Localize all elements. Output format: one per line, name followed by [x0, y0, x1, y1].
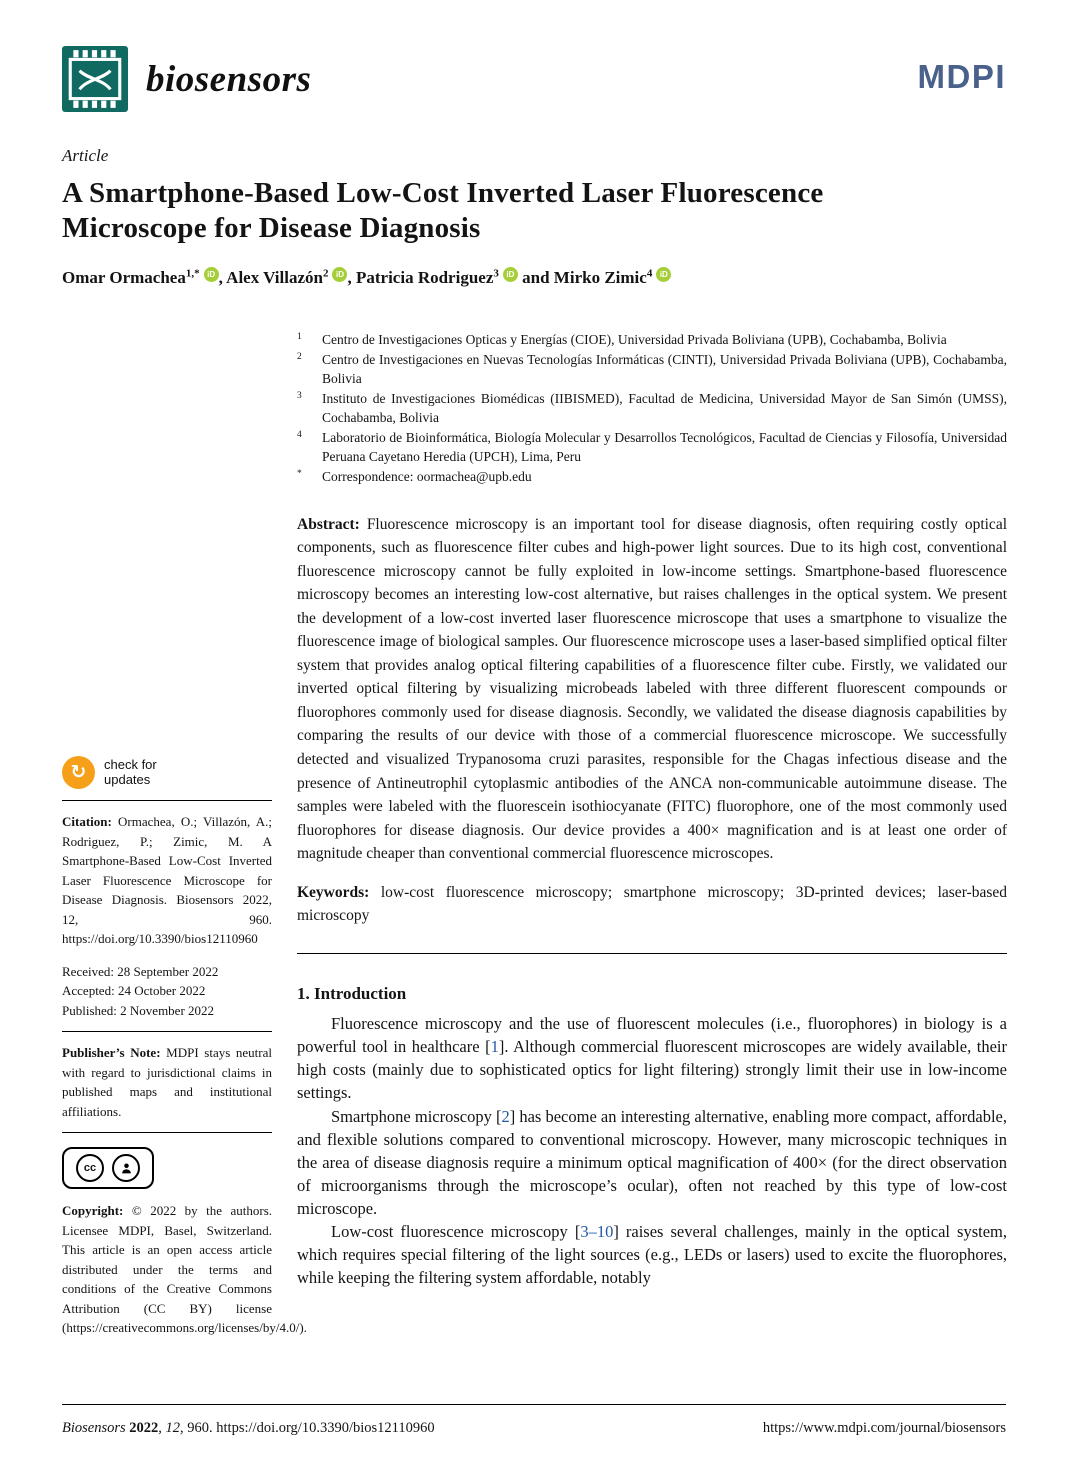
author-separator: ,: [347, 268, 356, 288]
affiliation-text: Centro de Investigaciones en Nuevas Tecnologías Informáticas (CINTI), Universidad Privada Boliviana (UPB), Cochabamba, Bolivia: [322, 351, 1007, 387]
affiliation-item: [297, 330, 1007, 350]
author-separator: and: [517, 268, 554, 288]
date-row: [62, 981, 272, 1001]
headline-block: [62, 146, 1006, 288]
main-column: [297, 330, 1007, 1289]
abstract-label: Abstract:: [297, 515, 360, 533]
sidebar-divider: [62, 1132, 272, 1133]
journal-name: biosensors: [146, 58, 312, 100]
date-label: Received:: [62, 963, 114, 979]
intro-paragraph: [297, 1220, 1007, 1289]
author-affiliation-sup: 4: [646, 267, 653, 280]
affiliation-marker: 2: [297, 351, 302, 362]
article-type-label: Article: [62, 146, 109, 165]
keywords: [297, 881, 1007, 928]
author-affiliation-sup: 1,*: [185, 267, 200, 280]
keywords-label: Keywords:: [297, 883, 370, 901]
sidebar: [62, 756, 307, 1338]
date-value: 2 November 2022: [120, 1002, 215, 1018]
sidebar-divider: [62, 1031, 272, 1032]
check-updates-line1: check for: [104, 756, 157, 772]
check-updates-text: [104, 758, 157, 788]
citation-block: [62, 812, 272, 949]
orcid-icon[interactable]: iD: [332, 267, 347, 282]
cc-letters: cc: [83, 1161, 97, 1174]
dates-block: [62, 962, 272, 1021]
affiliation-item: [297, 389, 1007, 428]
cc-by-license-badge[interactable]: [62, 1147, 154, 1189]
section-divider: [297, 953, 1007, 954]
footer-year: 2022: [125, 1420, 159, 1436]
correspondence-item: [297, 467, 1007, 487]
affiliation-marker: 4: [297, 429, 302, 440]
author-name: Mirko Zimic: [553, 268, 647, 288]
person-icon: [112, 1154, 140, 1182]
citation-link[interactable]: 2: [501, 1106, 510, 1126]
footer-pages: , 960.: [180, 1420, 217, 1436]
page-header: [62, 46, 1006, 112]
paragraph-text: ] has become an interesting alternative, enabling more compact, affordable, and flexible solutions compared to conventional microscopy. However, many microscopic techniques in the area of disease diagnosis require a minimum optical magnification of 400× (for the direct observation of microorganisms through the microscope’s ocular), often not reached by this type of low-cost microscope.: [297, 1106, 1007, 1218]
footer-doi-link[interactable]: https://doi.org/10.3390/bios12110960: [216, 1420, 435, 1436]
paragraph-text: ] raises several challenges, mainly in the optical system, which requires special filtering of the light sources (e.g., LEDs or lasers) used to excite the fluorophores, while keeping the filtering system affordable, notably: [297, 1222, 1008, 1288]
intro-paragraph: [297, 1105, 1007, 1220]
publisher-note-block: [62, 1043, 272, 1121]
authors-line: [62, 267, 1006, 289]
copyright-text: © 2022 by the authors. Licensee MDPI, Basel, Switzerland. This article is an open access article distributed under the terms and conditions of the Creative Commons Attribution (CC BY) license (https://creativecommons.org/licenses/by/4.0/).: [62, 1203, 307, 1335]
check-for-updates-badge[interactable]: [62, 756, 157, 789]
date-row: [62, 1001, 272, 1021]
author: [62, 268, 226, 287]
author-affiliation-sup: 2: [322, 267, 329, 280]
author-name: Alex Villazón: [226, 268, 323, 288]
keywords-text: low-cost fluorescence microscopy; smartphone microscopy; 3D-printed devices; laser-based microscopy: [297, 883, 1007, 924]
affiliation-text: Laboratorio de Bioinformática, Biología Molecular y Desarrollos Tecnológicos, Facultad de Ciencias y Filosofía, Universidad Peruana Cayetano Heredia (UPCH), Lima, Peru: [322, 429, 1007, 465]
affiliation-item: [297, 428, 1007, 467]
citation-link[interactable]: 1: [490, 1037, 499, 1057]
mdpi-logo[interactable]: MDPI: [917, 58, 1006, 95]
date-row: [62, 962, 272, 982]
affiliation-item: [297, 350, 1007, 389]
correspondence-text[interactable]: Correspondence: oormachea@upb.edu: [322, 468, 532, 484]
footer-journal: Biosensors: [62, 1420, 126, 1436]
refresh-icon: [62, 756, 95, 789]
date-value: 28 September 2022: [117, 963, 219, 979]
citation-label: Citation:: [62, 814, 112, 829]
copyright-block: [62, 1201, 307, 1338]
citation-link[interactable]: 3–10: [580, 1222, 614, 1242]
author-affiliation-sup: 3: [493, 267, 499, 280]
paragraph-text: ]. Although commercial fluorescent microscopes are widely available, their high costs (mainly due to sophisticated optics for light filtering) strongly limit their use in low-income settings.: [297, 1037, 1007, 1103]
orcid-icon[interactable]: iD: [503, 267, 518, 282]
page-footer: [62, 1404, 1006, 1437]
refresh-glyph: ↻: [70, 761, 87, 784]
author: [226, 268, 356, 287]
author-name: Patricia Rodriguez: [355, 268, 494, 288]
affiliation-marker: 1: [297, 332, 302, 342]
affiliations-list: [297, 330, 1007, 487]
date-label: Published:: [62, 1002, 117, 1018]
section-heading-introduction: 1. Introduction: [297, 984, 407, 1004]
biosensors-logo-icon: [62, 46, 128, 112]
check-updates-line2: updates: [104, 771, 151, 787]
publisher-note-text: MDPI stays neutral with regard to jurisdictional claims in published maps and institutional affiliations.: [62, 1045, 272, 1119]
cc-icon: [76, 1154, 104, 1182]
date-label: Accepted:: [62, 983, 115, 998]
author-separator: ,: [218, 268, 227, 288]
abstract-text: Fluorescence microscopy is an important tool for disease diagnosis, often requiring costly optical components, such as fluorescence filter cubes and high-power light sources. Due to its high cost, conventional fluorescence microscopy cannot be fully exploited in low-income settings. Smartphone-based fluorescence microscopy becomes an interesting low-cost alternative, but raises challenges in the optical system. We present the development of a low-cost inverted laser fluorescence microscope that uses a smartphone to visualize the fluorescence image of biological samples. Our fluorescence microscope uses a laser-based simplified optical filter system that provides analog optical filtering capabilities of a fluorescence filter cube. Firstly, we validated our inverted optical filtering by visualizing microbeads labeled with three different fluorescent compounds or fluorophores commonly used for disease diagnosis. Secondly, we validated the disease diagnosis capabilities by comparing the results of our device with those of a commercial fluorescence microscope. We successfully detected and visualized Trypanosoma cruzi parasites, responsible for the Chagas infectious disease and the presence of Antineutrophil cytoplasmic antibodies of the ANCA non-communicable autoimmune disease. The samples were labeled with the fluorescein isothiocyanate (FITC) fluorophore, one of the most commonly used fluorophores for disease diagnosis. Our device provides a 400× magnification and is at least one order of magnitude cheaper than conventional commercial fluorescence microscopes.: [297, 515, 1007, 863]
paragraph-text: Smartphone microscopy [: [331, 1106, 502, 1126]
intro-paragraph: [297, 1012, 1007, 1104]
affiliation-text: Instituto de Investigaciones Biomédicas (IIBISMED), Facultad de Medicina, Universidad Mayor de San Simón (UMSS), Cochabamba, Bolivia: [322, 390, 1007, 426]
footer-volume: , 12: [158, 1420, 181, 1436]
page-title: A Smartphone-Based Low-Cost Inverted Laser Fluorescence Microscope for Disease Diagnosis: [62, 177, 824, 245]
date-value: 24 October 2022: [117, 983, 206, 998]
copyright-label: Copyright:: [62, 1203, 124, 1218]
footer-journal-url[interactable]: https://www.mdpi.com/journal/biosensors: [762, 1420, 1006, 1436]
citation-text: Ormachea, O.; Villazón, A.; Rodriguez, P.; Zimic, M. A Smartphone-Based Low-Cost Inverted Laser Fluorescence Microscope for Disease Diagnosis. Biosensors 2022, 12, 960. https://doi.org/10.3390/bios12110960: [62, 814, 272, 946]
author-name: Omar Ormachea: [62, 268, 186, 288]
author: [356, 268, 554, 287]
affiliation-text: Centro de Investigaciones Opticas y Energías (CIOE), Universidad Privada Boliviana (UPB), Cochabamba, Bolivia: [322, 332, 947, 347]
footer-citation: [62, 1420, 435, 1437]
paragraph-text: Low-cost fluorescence microscopy [: [331, 1222, 581, 1242]
journal-brand[interactable]: [62, 46, 311, 112]
abstract: [297, 513, 1007, 866]
correspondence-marker: *: [297, 468, 302, 479]
author: [554, 268, 672, 287]
paragraph-text: Fluorescence microscopy and the use of fluorescent molecules (i.e., fluorophores) in biology is a powerful tool in healthcare [: [297, 1014, 1007, 1057]
affiliation-marker: 3: [297, 390, 302, 401]
orcid-icon[interactable]: iD: [656, 267, 671, 282]
sidebar-divider: [62, 800, 272, 801]
orcid-icon[interactable]: iD: [204, 267, 219, 282]
publisher-note-label: Publisher’s Note:: [62, 1045, 161, 1060]
